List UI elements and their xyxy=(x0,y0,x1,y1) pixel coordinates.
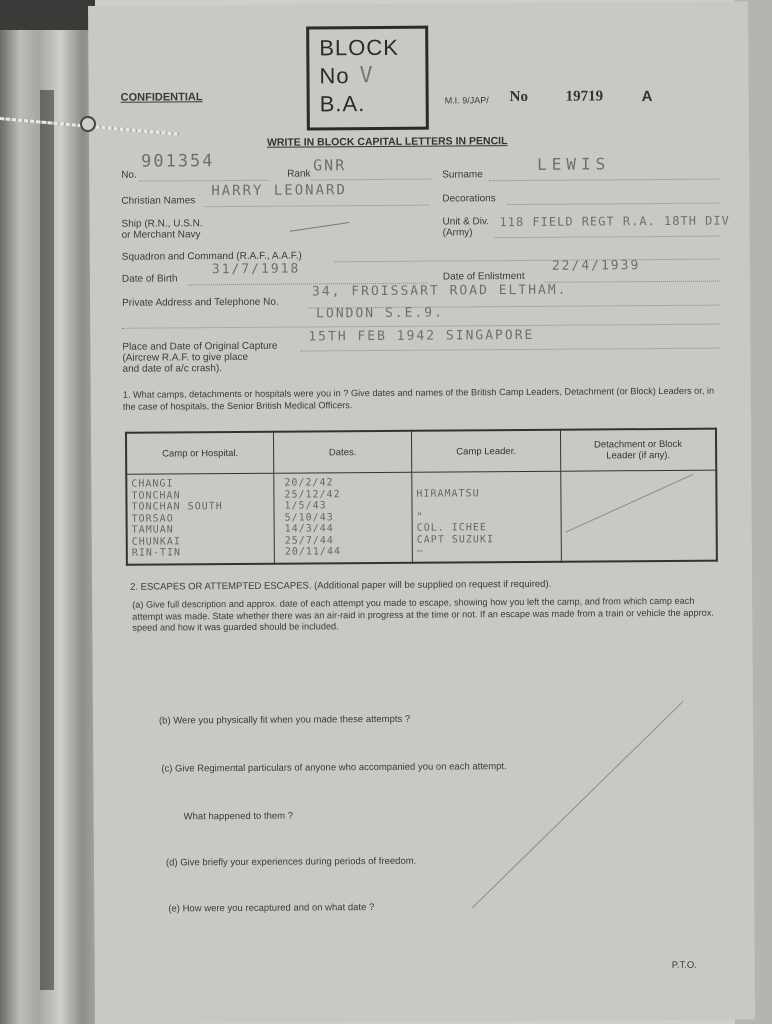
binder-spine-shadow xyxy=(40,90,54,990)
christian-names-value: HARRY LEONARD xyxy=(211,182,347,200)
question-1-text: 1. What camps, detachments or hospitals were you in ? Give dates and names of the British Camp Leaders, Detachment (or Block) Leaders or, in the case of hospitals, the Senior British Medical Officers. xyxy=(122,385,715,412)
serial-number: 19719 xyxy=(565,88,604,105)
col-header-detachment-leader: Detachment or Block Leader (if any). xyxy=(560,429,716,472)
question-2-heading: 2. ESCAPES OR ATTEMPTED ESCAPES. (Additional paper will be supplied on request if required). xyxy=(130,578,552,593)
dob-label: Date of Birth xyxy=(121,273,178,285)
leader-entry: CAPT SUZUKI xyxy=(416,533,495,546)
stamp-line-3: B.A. xyxy=(319,91,366,117)
rank-label: Rank xyxy=(287,168,311,180)
unit-value: 118 FIELD REGT R.A. 18TH DIV xyxy=(499,213,730,230)
leader-entry xyxy=(416,476,556,488)
date-entry: 25/12/42 xyxy=(284,488,341,501)
serial-suffix: A xyxy=(641,88,653,106)
camps-column xyxy=(126,473,274,565)
enlistment-value: 22/4/1939 xyxy=(551,258,641,274)
leader-entry xyxy=(416,499,556,511)
ship-label-1: Ship (R.N., U.S.N. xyxy=(121,218,203,230)
detachment-leader-column xyxy=(561,470,717,562)
capture-value: 15TH FEB 1942 SINGAPORE xyxy=(308,327,535,345)
number-label: No xyxy=(509,88,529,106)
confidential-label: CONFIDENTIAL xyxy=(120,91,203,104)
punch-hole-eyelet xyxy=(80,116,96,132)
questionnaire-page xyxy=(88,1,755,1024)
pto-label: P.T.O. xyxy=(671,959,697,971)
date-entry: 14/3/44 xyxy=(284,523,334,535)
leader-entry: HIRAMATSU xyxy=(416,487,480,500)
service-no-label: No. xyxy=(121,169,137,181)
leader-entry: COL. ICHEE xyxy=(416,522,487,534)
dob-value: 31/7/1918 xyxy=(211,261,301,278)
stamp-handwritten-mark: V xyxy=(359,63,374,89)
date-entry: 5/10/43 xyxy=(284,511,334,524)
capture-label-1: Place and Date of Original Capture xyxy=(122,340,278,353)
instruction-heading: WRITE IN BLOCK CAPITAL LETTERS IN PENCIL xyxy=(266,135,508,149)
ship-label-2: or Merchant Navy xyxy=(121,229,201,241)
decorations-label: Decorations xyxy=(442,193,496,205)
question-2b: (b) Were you physically fit when you made these attempts ? xyxy=(158,713,411,727)
date-entry: 20/2/42 xyxy=(284,477,334,489)
camp-entry: TONCHAN xyxy=(131,489,181,502)
date-entry: 25/7/44 xyxy=(284,534,334,547)
unit-label-1: Unit & Div. xyxy=(442,216,490,228)
question-2e: (e) How were you recaptured and on what date ? xyxy=(168,902,375,915)
date-entry: 20/11/44 xyxy=(284,546,342,558)
address-value-2: LONDON S.E.9. xyxy=(316,305,444,322)
question-2a: (a) Give full description and approx. date of each attempt you made to escape, showing how you left the camp, and from which camp each attempt was made. State whether there was an air-raid in progress at the time or not. If an escape was made from a train or vehicle the approx. speed and how it was guarded should be included. xyxy=(132,595,714,633)
section-2-strike-line xyxy=(472,701,683,908)
block-stamp xyxy=(306,26,429,131)
address-value-1: 34, FROISSART ROAD ELTHAM. xyxy=(311,282,568,300)
stamp-line-2: No xyxy=(319,63,350,89)
capture-label-3: and date of a/c crash). xyxy=(122,363,223,375)
leader-entry: — xyxy=(416,545,424,557)
col-header-dates: Dates. xyxy=(273,431,411,473)
surname-label: Surname xyxy=(442,169,483,181)
camp-leader-column xyxy=(412,471,562,563)
col-header-camp-leader: Camp Leader. xyxy=(411,430,560,473)
unit-label-2: (Army) xyxy=(442,227,473,239)
ship-blank-stroke xyxy=(290,222,350,232)
camps-table xyxy=(125,428,718,566)
col-header-camp: Camp or Hospital. xyxy=(126,432,274,475)
squadron-label: Squadron and Command (R.A.F., A.A.F.) xyxy=(121,250,302,263)
camp-entry: TONCHAN SOUTH xyxy=(131,501,223,513)
enlistment-label: Date of Enlistment xyxy=(442,270,525,283)
camp-entry: CHANGI xyxy=(131,478,174,490)
camp-entry: CHUNKAI xyxy=(131,535,181,548)
camp-entry: RIN-TIN xyxy=(131,547,182,559)
question-2c: (c) Give Regimental particulars of anyone who accompanied you on each attempt. xyxy=(161,761,507,775)
capture-label-2: (Aircrew R.A.F. to give place xyxy=(122,351,249,364)
camp-entry: TORSAO xyxy=(131,512,174,525)
question-2d: (d) Give briefly your experiences during periods of freedom. xyxy=(165,855,417,869)
rank-value: GNR xyxy=(313,156,347,175)
blank-strike-line xyxy=(565,474,693,533)
stamp-line-1: BLOCK xyxy=(319,34,399,61)
dates-column xyxy=(274,472,413,563)
service-no-value: 901354 xyxy=(141,151,215,172)
christian-names-label: Christian Names xyxy=(121,195,196,207)
date-entry: 1/5/43 xyxy=(284,500,327,512)
camp-entry: TAMUAN xyxy=(131,524,174,536)
address-label: Private Address and Telephone No. xyxy=(122,296,279,309)
mi-ref-label: M.I. 9/JAP/ xyxy=(444,95,489,106)
question-2c-followup: What happened to them ? xyxy=(183,810,294,823)
surname-value: LEWIS xyxy=(537,154,611,174)
leader-entry: " xyxy=(416,511,424,523)
